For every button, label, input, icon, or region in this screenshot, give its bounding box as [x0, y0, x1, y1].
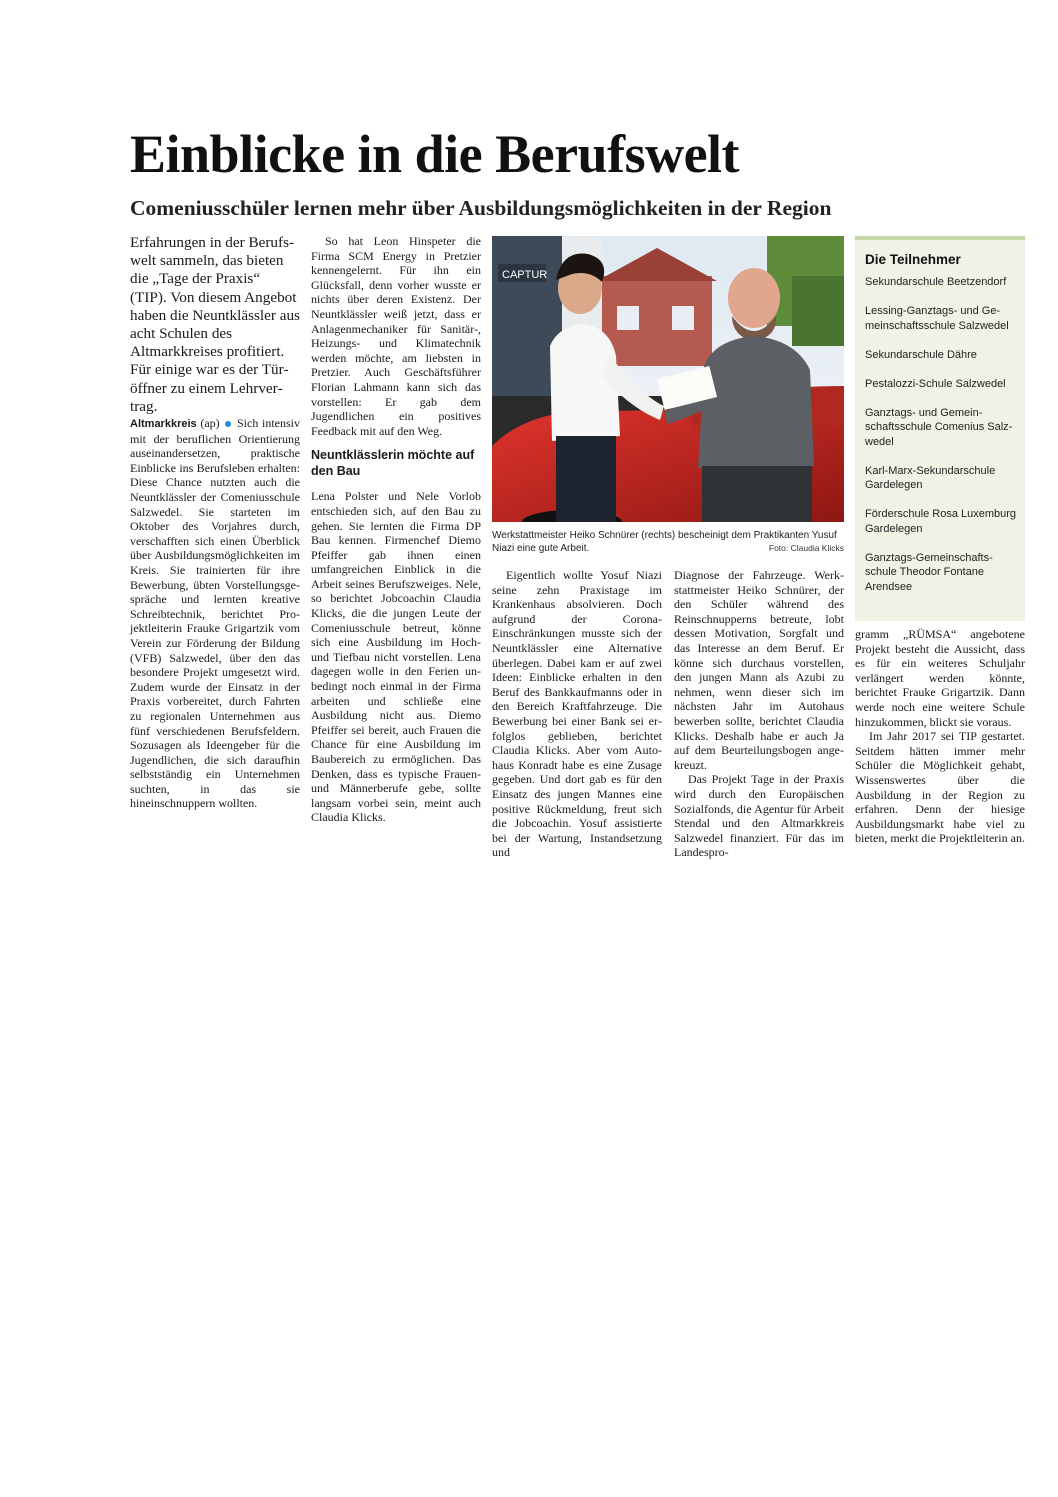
photo-caption: Werkstattmeister Heiko Schnürer (rechts) bescheinigt dem Praktikanten Yusuf Niazi eine gute Arbeit. [492, 530, 837, 554]
list-item: Ganztags-Gemeinschaftsschule Theodor Fontane Arendsee [865, 551, 993, 593]
col3-paragraph: Eigentlich wollte Yosuf Niazi seine zehn Praxistage im Krankenhaus absolvieren. Doch aufgrund der Corona-Einschränkungen musste sich der Neuntklässler eine Alternative überlegen. Dabei kam er auf zwei Ideen: Einblicke erhalten in den Beruf des Bankkaufmanns oder in den Bereich Kraftfahrzeuge. Die Bewerbung bei einer Bank sei erfolglos geblieben, berichtet Claudia Klicks. Aber vom Autohaus Konradt habe es eine Zusage gegeben. Und dort gab es für den Einsatz des jungen Mannes eine positive Rückmeldung, freut sich die Jobcoachin. Yosuf assistierte bei der Wartung, Instandsetzung und [492, 568, 662, 860]
col1-body [130, 416, 300, 811]
col2-subheading: Neuntklässlerin möchte auf den Bau [311, 448, 475, 478]
column-1 [130, 234, 300, 811]
list-item: Karl-Marx-Sekundarschule Gardelegen [865, 464, 996, 491]
headline: Einblicke in die Berufswelt [130, 124, 740, 184]
participants-sidebar [855, 236, 1025, 621]
dateline: Altmarkkreis [130, 418, 197, 431]
list-item: Ganztags- und Gemeinschaftsschule Comenius Salzwedel [865, 406, 1013, 448]
col5-paragraph-2: Im Jahr 2017 sei TIP gestartet. Seitdem hätten immer mehr Schüler die Möglichkeit gehabt, Wissenswertes über die Ausbildung in der Region zu erfahren. Denn der hiesige Ausbildungsmarkt habe viel zu bieten, merkt die Projektleiterin an. [855, 729, 1025, 846]
photo-credit: Foto: Claudia Klicks [768, 543, 844, 553]
dateline-agency: (ap) [196, 416, 224, 431]
col4-paragraph-1: Diagnose der Fahrzeuge. Werkstattmeister Heiko Schnürer, der den Schüler während des Reinschnupperns betreute, lobt dessen Motivation, Sorgfalt und das Interesse an dem Beruf. Er könne sich durchaus vorstellen, den jungen Mann als Azubi zu nehmen, wenn dieser sich im nächsten Jahr im Autohaus bewerben sollte, berichtet Claudia Klicks. Deshalb habe er auch Ja auf dem Beurteilungsbogen angekreuzt. [674, 568, 844, 772]
column-3 [492, 568, 662, 860]
participants-list [855, 275, 1025, 594]
dateline-bullet-icon [225, 421, 231, 427]
column-2 [311, 234, 481, 825]
list-item: Förderschule Rosa Luxemburg Gardelegen [865, 508, 1017, 535]
subheadline: Comeniusschüler lernen mehr über Ausbildungsmöglichkeiten in der Region [130, 196, 832, 220]
col1-text: Sich intensiv mit der beruflichen Orientierung auseinandersetzen, praktische Einblicke ins Berufsleben erhalten: Diese Chance nutzten auch die Neuntklässler der Comeniusschule Salzwedel. Sie starteten im Oktober des Vorjahres durch, verschafften sich einen Überblick über Ausbildungsmöglichkeiten im Kreis. Sie trainierten für ihre Bewerbung, übten Vorstellungsgespräche und lernten kreative Schreibtechnik, berichtet Projektleiterin Frauke Grigartzik vom Verein zur Förderung der Bildung (VFB) Salzwedel, über den das besondere Projekt umgesetzt wird. Zudem wurde der Einsatz in der Praxis vorbereitet, durch Fahrten zu regionalen Unternehmen aus fünf verschiedenen Berufsfeldern. Sozusagen als Ideengeber für die Jugendlichen, die sich daraufhin selbstständig ein Unternehmen suchten, in das sie hineinschnuppern wollten. [130, 416, 300, 811]
col4-paragraph-2: Das Projekt Tage in der Praxis wird durch den Europäischen Sozialfonds, die Agentur für Arbeit Stendal und den Altmarkkreis Salzwedel finanziert. Für das im Landespro- [674, 772, 844, 860]
list-item: Sekundarschule Dähre [865, 348, 977, 361]
photo-caption-block [492, 529, 844, 555]
col2-paragraph-1: So hat Leon Hinspeter die Firma SCM Energy in Pretzier kennengelernt. Für ihn ein Glücksfall, denn vorher wusste er nichts über deren Existenz. Der Neuntklässler weiß jetzt, dass er Anlagenmechaniker für Sanitär-, Heizungs- und Klimatechnik werden möchte, am liebsten in Pretzier. Auch Geschäftsführer Florian Lahmann kann sich das vorstellen: Er gab dem Jugendlichen ein positives Feedback mit auf den Weg. [311, 234, 481, 438]
col2-paragraph-2: Lena Polster und Nele Vorlob entschieden sich, auf den Bau zu gehen. Sie lernten die Firma DP Bau kennen. Firmenchef Diemo Pfeiffer gab ihnen einen umfangreichen Einblick in die Arbeit seines Berufszweiges. Nele, so berichtet Jobcoachin Claudia Klicks, die die jungen Leute der Comeniusschule betreut, könne sich eine Ausbildung im Hoch- und Tiefbau nicht vorstellen. Lena dagegen wolle in den Ferien unbedingt noch einmal in der Firma arbeiten und schließe eine Ausbildung nicht aus. Diemo Pfeiffer sei bereit, auch Frauen die Chance für eine Ausbildung im Baubereich zu ermöglichen. Das Denken, dass es typische Frauen- und Männerberufe gebe, sollte langsam vorbei sein, meint auch Claudia Klicks. [311, 489, 481, 825]
col5-paragraph-1: gramm „RÜMSA“ angebotene Projekt besteht die Aussicht, dass es für ein weiteres Schuljahr verlängert werden könnte, berichtet Frauke Grigartzik. Dann werde noch eine weitere Schule hinzukommen, blickt sie voraus. [855, 627, 1025, 729]
teaser: Erfahrungen in der Berufswelt sammeln, das bieten die „Tage der Praxis“ (TIP). Von diesem Angebot haben die Neuntklässler aus acht Schulen des Altmarkkreises profitiert. Für einige war es der Türöffner zu einem Lehrvertrag. [130, 234, 300, 415]
photo-illustration [492, 236, 844, 522]
column-4 [674, 568, 844, 860]
car-model-sign: CAPTUR [502, 269, 548, 281]
list-item: Lessing-Ganztags- und Gemeinschaftsschule Salzwedel [865, 305, 1009, 332]
sidebar-title: Die Teilnehmer [865, 252, 961, 267]
column-5 [855, 627, 1025, 846]
article-photo [492, 236, 844, 522]
list-item: Pestalozzi-Schule Salzwedel [865, 377, 1006, 390]
list-item: Sekundarschule Beetzendorf [865, 276, 1007, 288]
